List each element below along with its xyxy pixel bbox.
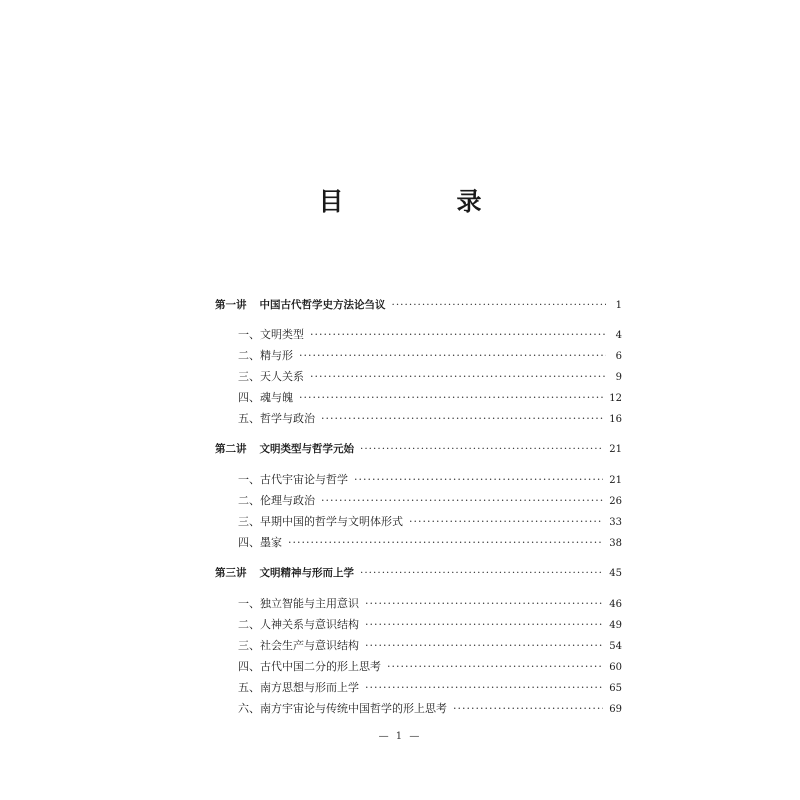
toc-section-entry <box>238 659 622 676</box>
section-title: 三、天人关系 <box>238 370 304 383</box>
page-number: 9 <box>615 372 622 383</box>
dot-leader <box>387 659 603 675</box>
dot-leader <box>365 596 603 612</box>
dot-leader <box>365 617 603 633</box>
page-number: 6 <box>615 351 622 362</box>
toc-section-entry <box>238 514 622 531</box>
dot-leader <box>365 680 603 696</box>
page-number: 69 <box>609 704 622 715</box>
dot-leader <box>354 472 603 488</box>
section-title: 一、文明类型 <box>238 328 304 341</box>
toc-section-entry <box>238 617 622 634</box>
page-number: 60 <box>609 662 622 673</box>
toc-section-entry <box>238 701 622 718</box>
dot-leader <box>360 441 603 457</box>
section-title: 二、伦理与政治 <box>238 494 315 507</box>
toc-section-entry <box>238 493 622 510</box>
section-title: 六、南方宇宙论与传统中国哲学的形上思考 <box>238 702 447 715</box>
lecture-title: 中国古代哲学史方法论刍议 <box>259 299 386 311</box>
page-number: 45 <box>609 568 622 579</box>
page-number: 12 <box>609 393 622 404</box>
toc-lecture-entry <box>215 565 622 582</box>
page-number: 26 <box>609 496 622 507</box>
page-number: 21 <box>609 444 622 455</box>
lecture-number: 第二讲 <box>215 443 247 455</box>
toc-section-entry <box>238 680 622 697</box>
dot-leader <box>392 297 607 313</box>
lecture-number: 第三讲 <box>215 567 247 579</box>
toc-section-entry <box>238 348 622 365</box>
section-title: 五、南方思想与形而上学 <box>238 681 359 694</box>
dot-leader <box>321 493 603 509</box>
page-number: 49 <box>609 620 622 631</box>
toc-section-entry <box>238 535 622 552</box>
page-number: 16 <box>609 414 622 425</box>
toc-section-entry <box>238 638 622 655</box>
page-number: 65 <box>609 683 622 694</box>
dot-leader <box>288 535 603 551</box>
page-number: 54 <box>609 641 622 652</box>
toc-section-entry <box>238 327 622 344</box>
section-title: 一、古代宇宙论与哲学 <box>238 473 348 486</box>
dot-leader <box>409 514 603 530</box>
section-title: 三、早期中国的哲学与文明体形式 <box>238 515 403 528</box>
page-folio: — 1 — <box>378 731 422 742</box>
lecture-number: 第一讲 <box>215 299 247 311</box>
toc-section-entry <box>238 369 622 386</box>
section-title: 四、墨家 <box>238 536 282 549</box>
page-number: 38 <box>609 538 622 549</box>
toc-title: 目 录 <box>318 187 526 216</box>
dot-leader <box>321 411 603 427</box>
section-title: 三、社会生产与意识结构 <box>238 639 359 652</box>
page-number: 46 <box>609 599 622 610</box>
page-number: 21 <box>609 475 622 486</box>
page-number: 1 <box>615 300 622 311</box>
section-title: 二、精与形 <box>238 349 293 362</box>
toc-section-entry <box>238 411 622 428</box>
toc-lecture-entry <box>215 297 622 314</box>
dot-leader <box>360 565 603 581</box>
toc-section-entry <box>238 596 622 613</box>
dot-leader <box>365 638 603 654</box>
dot-leader <box>310 369 606 385</box>
page-number: 33 <box>609 517 622 528</box>
lecture-title: 文明类型与哲学元始 <box>259 443 354 455</box>
section-title: 一、独立智能与主用意识 <box>238 597 359 610</box>
dot-leader <box>299 390 603 406</box>
dot-leader <box>299 348 606 364</box>
section-title: 二、人神关系与意识结构 <box>238 618 359 631</box>
dot-leader <box>310 327 606 343</box>
page-number: 4 <box>615 330 622 341</box>
section-title: 四、魂与魄 <box>238 391 293 404</box>
toc-lecture-entry <box>215 441 622 458</box>
dot-leader <box>453 701 603 717</box>
lecture-title: 文明精神与形而上学 <box>259 567 354 579</box>
section-title: 五、哲学与政治 <box>238 412 315 425</box>
toc-section-entry <box>238 390 622 407</box>
section-title: 四、古代中国二分的形上思考 <box>238 660 381 673</box>
toc-section-entry <box>238 472 622 489</box>
